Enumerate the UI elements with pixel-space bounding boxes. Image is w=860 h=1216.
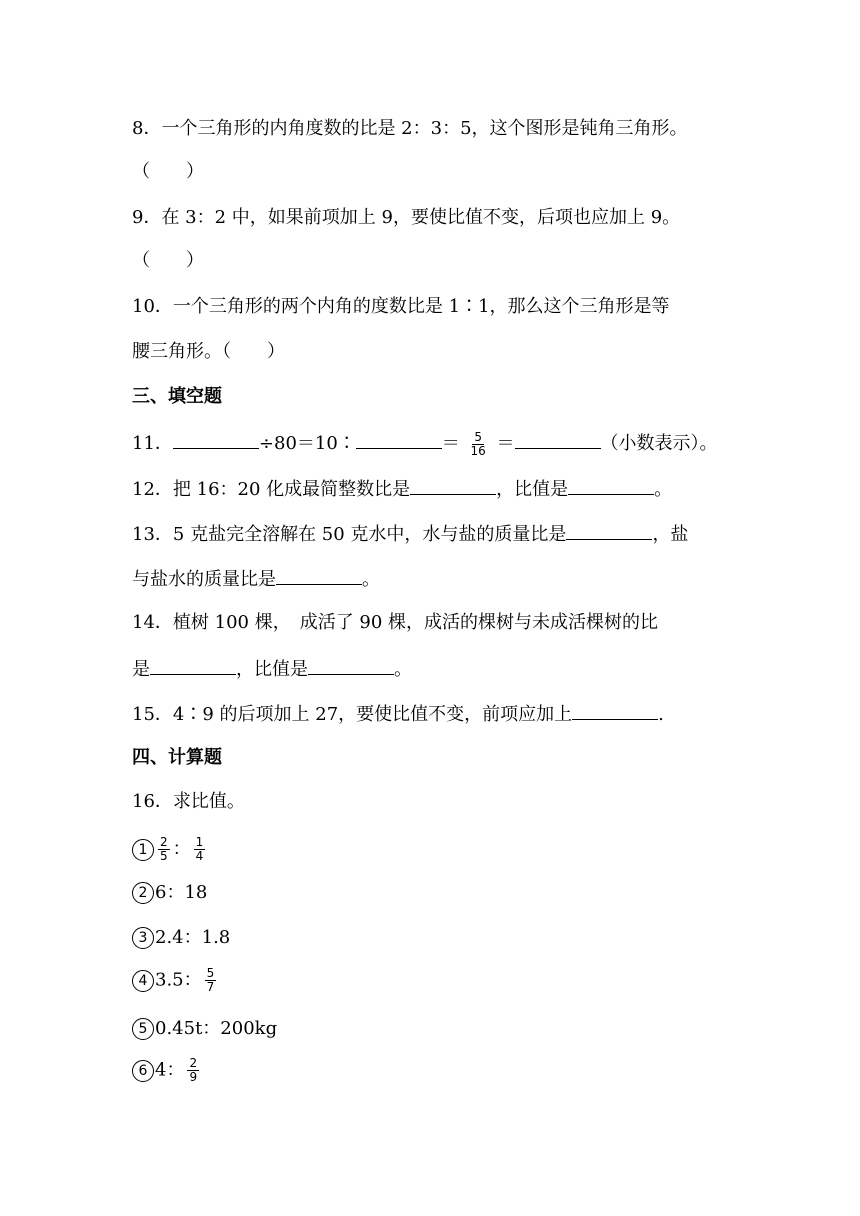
calc-item-2: 2 6：18 <box>132 881 207 905</box>
circled-number: 3 <box>132 927 154 949</box>
question-13-line-2: 与盐水的质量比是 。 <box>132 566 380 592</box>
calc-item-1: 1 $\frac{2}{5}$ ： $\frac{1}{4}$ <box>132 836 208 863</box>
section-heading-fill-in: 三、填空题 <box>132 386 222 407</box>
fraction: $\frac{2}{5}$ <box>160 835 168 863</box>
question-10-text: 10．一个三角形的两个内角的度数比是 1∶1，那么这个三角形是等 <box>132 296 670 317</box>
question-10-line-1 <box>132 295 670 319</box>
answer-blank[interactable] <box>308 656 394 675</box>
question-8-text: 8．一个三角形的内角度数的比是 2：3：5，这个图形是钝角三角形。 <box>132 118 688 139</box>
answer-paren: （ ） <box>132 161 204 182</box>
fraction: $\frac{2}{9}$ <box>189 1056 198 1084</box>
answer-blank[interactable] <box>150 656 236 675</box>
question-13-line-1: 13．5 克盐完全溶解在 50 克水中，水与盐的质量比是 ，盐 <box>132 521 688 547</box>
circled-number: 1 <box>132 839 154 861</box>
question-15: 15．4∶9 的后项加上 27，要使比值不变，前项应加上 . <box>132 701 664 727</box>
question-14-line-1: 14．植树 100 棵， 成活了 90 棵，成活的棵树与未成活棵树的比 <box>132 612 659 633</box>
circled-number: 2 <box>132 882 154 904</box>
question-10-line-2 <box>132 340 285 364</box>
question-9-answer-paren <box>132 249 204 273</box>
circled-number: 4 <box>132 970 154 992</box>
answer-blank[interactable] <box>276 566 362 585</box>
calc-item-4: 4 3.5： $\frac{5}{7}$ <box>132 967 219 994</box>
question-9 <box>132 206 680 230</box>
fraction: $\frac{1}{4}$ <box>195 835 204 863</box>
question-8-answer-paren <box>132 160 204 184</box>
answer-blank[interactable] <box>515 430 601 449</box>
question-14-line-2: 是 ，比值是 。 <box>132 656 412 682</box>
fraction: $\frac{5}{7}$ <box>206 966 215 994</box>
circled-number: 6 <box>132 1060 154 1082</box>
section-heading-calculation: 四、计算题 <box>132 747 222 768</box>
answer-blank[interactable] <box>356 430 442 449</box>
answer-blank[interactable] <box>572 701 658 720</box>
question-12: 12．把 16：20 化成最简整数比是 ，比值是 。 <box>132 476 672 502</box>
answer-blank[interactable] <box>566 521 652 540</box>
calc-item-3: 3 2.4：1.8 <box>132 926 230 950</box>
answer-blank[interactable] <box>410 476 496 495</box>
circled-number: 5 <box>132 1018 154 1040</box>
answer-blank[interactable] <box>568 476 654 495</box>
answer-paren: （ ） <box>132 250 204 271</box>
question-16: 16．求比值。 <box>132 791 245 812</box>
fraction: $\frac{5}{16}$ <box>470 429 486 458</box>
question-10-text-cont: 腰三角形。（ ） <box>132 341 285 362</box>
question-11: 11． ÷80＝10∶ ＝ $\frac{5}{16}$ ＝ （小数表示）。 <box>132 429 718 458</box>
calc-item-5: 5 0.45t：200kg <box>132 1017 277 1041</box>
calc-item-6: 6 4： $\frac{2}{9}$ <box>132 1057 202 1084</box>
question-8 <box>132 117 688 141</box>
question-9-text: 9．在 3：2 中，如果前项加上 9，要使比值不变，后项也应加上 9。 <box>132 207 681 228</box>
answer-blank[interactable] <box>173 430 259 449</box>
